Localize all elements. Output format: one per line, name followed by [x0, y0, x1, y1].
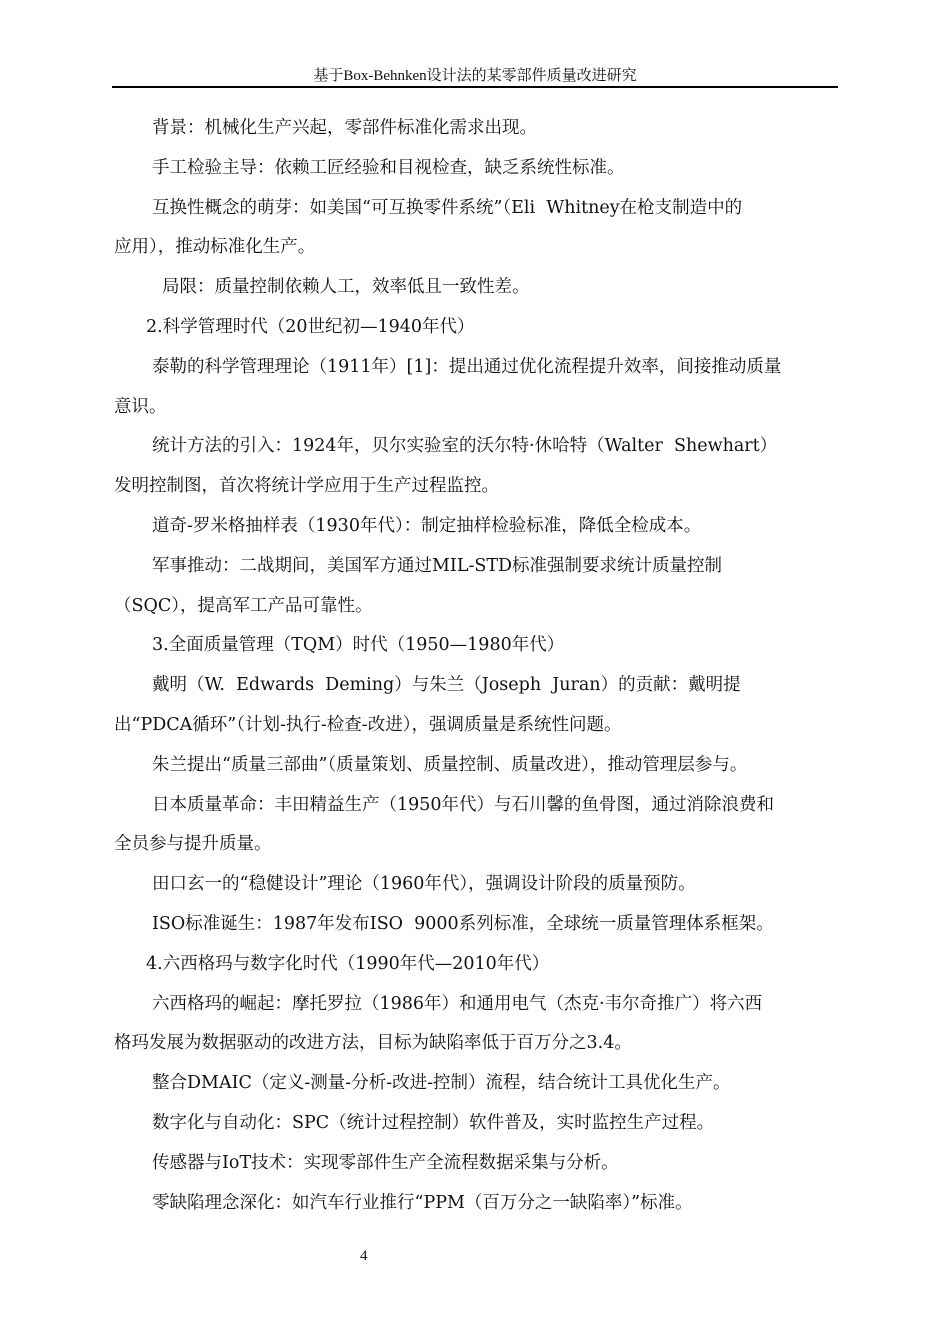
text-line: 局限：质量控制依赖人工，效率低且一致性差。: [162, 277, 530, 298]
text-line: 数字化与自动化：SPC（统计过程控制）软件普及，实时监控生产过程。: [152, 1112, 715, 1133]
running-header: 基于Box-Behnken设计法的某零部件质量改进研究: [313, 68, 637, 84]
text-line: 统计方法的引入：1924年，贝尔实验室的沃尔特·休哈特（Walter Shewhart）: [152, 436, 778, 457]
text-line: 发明控制图，首次将统计学应用于生产过程监控。: [114, 476, 499, 497]
text-line: 传感器与IoT技术：实现零部件生产全流程数据采集与分析。: [152, 1152, 619, 1173]
text-line: 背景：机械化生产兴起，零部件标准化需求出现。: [152, 118, 537, 138]
body-text: [114, 114, 844, 1228]
text-line: 朱兰提出“质量三部曲”（质量策划、质量控制、质量改进），推动管理层参与。: [152, 754, 748, 775]
text-line: 军事推动：二战期间，美国军方通过MIL-STD标准强制要求统计质量控制: [152, 555, 723, 576]
text-line: ISO标准诞生：1987年发布ISO 9000系列标准，全球统一质量管理体系框架。: [152, 913, 774, 934]
text-line: 日本质量革命：丰田精益生产（1950年代）与石川馨的鱼骨图，通过消除浪费和: [152, 794, 775, 815]
text-line: 3.全面质量管理（TQM）时代（1950—1980年代）: [152, 635, 565, 656]
text-line: 格玛发展为数据驱动的改进方法，目标为缺陷率低于百万分之3.4。: [114, 1033, 632, 1054]
text-line: 零缺陷理念深化：如汽车行业推行“PPM（百万分之一缺陷率）”标准。: [152, 1192, 693, 1213]
page-number: 4: [360, 1248, 368, 1264]
header-rule: [112, 86, 838, 88]
text-line: 六西格玛的崛起：摩托罗拉（1986年）和通用电气（杰克·韦尔奇推广）将六西: [152, 993, 763, 1014]
text-line: 应用），推动标准化生产。: [114, 237, 316, 258]
text-line: 4.六西格玛与数字化时代（1990年代—2010年代）: [146, 953, 550, 974]
text-line: 手工检验主导：依赖工匠经验和目视检查，缺乏系统性标准。: [152, 157, 625, 178]
text-line: 全员参与提升质量。: [114, 834, 272, 855]
text-line: 道奇-罗米格抽样表（1930年代）：制定抽样检验标准，降低全检成本。: [152, 515, 702, 536]
text-line: 2.科学管理时代（20世纪初—1940年代）: [146, 316, 475, 337]
text-line: 泰勒的科学管理理论（1911年）[1]：提出通过优化流程提升效率，间接推动质量: [152, 356, 782, 377]
text-line: 互换性概念的萌芽：如美国“可互换零件系统”（Eli Whitney在枪支制造中的: [152, 197, 743, 218]
text-line: 意识。: [114, 396, 167, 417]
text-line: （SQC），提高军工产品可靠性。: [114, 595, 373, 616]
text-line: 整合DMAIC（定义-测量-分析-改进-控制）流程，结合统计工具优化生产。: [152, 1073, 731, 1094]
text-line: 田口玄一的“稳健设计”理论（1960年代），强调设计阶段的质量预防。: [152, 874, 696, 895]
text-line: 出“PDCA循环”（计划-执行-检查-改进），强调质量是系统性问题。: [114, 714, 622, 735]
text-line: 戴明（W. Edwards Deming）与朱兰（Joseph Juran）的贡献：戴明提: [152, 675, 741, 696]
